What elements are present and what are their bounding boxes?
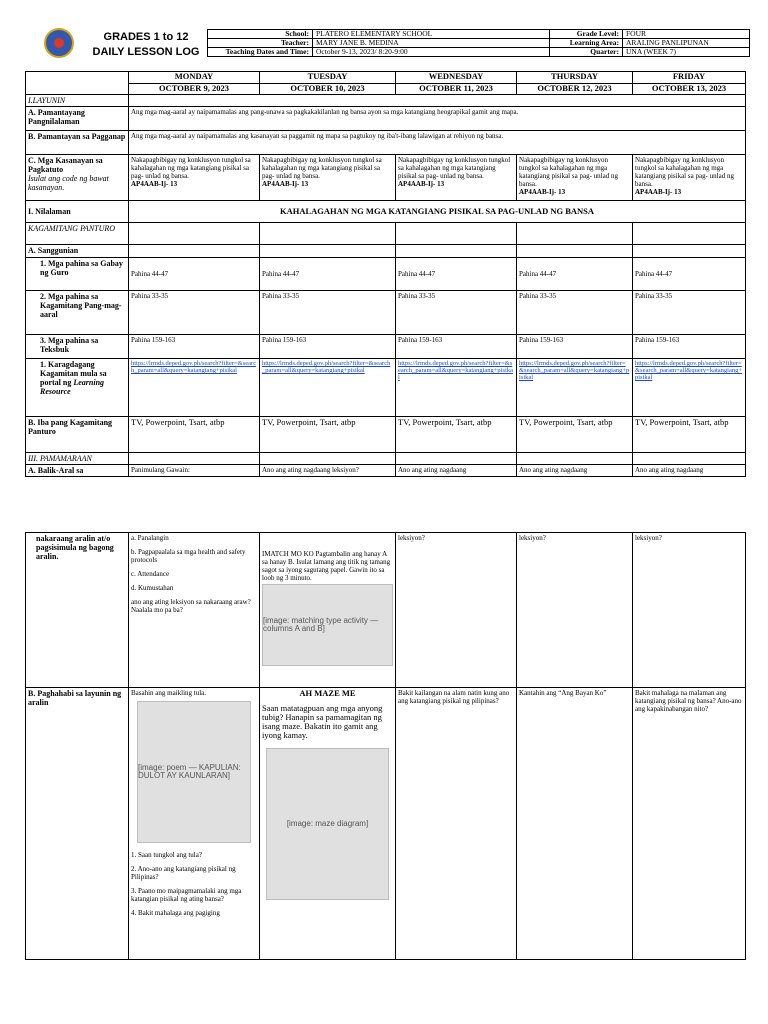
karagdagang-label: 1. Karagdagang Kagamitan mula sa portal ng xyxy=(40,360,107,387)
date-tuesday: OCTOBER 10, 2023 xyxy=(260,84,396,95)
poem-image xyxy=(137,701,251,843)
nilalaman-text: KAHALAGAHAN NG MGA KATANGIANG PISIKAL SA PAG-UNLAD NG BANSA xyxy=(129,201,746,223)
balik-mon: Panimulang Gawain: xyxy=(129,465,260,477)
balik-aral-cont-label: nakaraang aralin at/o pagsisimula ng bagong aralin. xyxy=(26,533,129,688)
lesson-grid-page2 xyxy=(25,532,746,960)
grade-value: FOUR xyxy=(623,30,750,39)
kasanayan-text: Nakapagbibigay ng konklusyon tungkol sa kahalagahan ng mga katangiang pisikal sa pag- unlad ng bansa. xyxy=(519,156,618,188)
mon-item: b. Pagpapaalala sa mga health and safety protocols xyxy=(131,548,246,564)
grade-label: Grade Level: xyxy=(550,30,623,39)
balik-tue: Ano ang ating nagdaang leksiyon? xyxy=(260,465,396,477)
gabay-label: 1. Mga pahina sa Gabay ng Guro xyxy=(26,258,129,291)
balik-thu: Ano ang ating nagdaang xyxy=(517,465,633,477)
iba-mon: TV, Powerpoint, Tsart, atbp xyxy=(129,417,260,453)
kasanayan-text: Nakapagbibigay ng konklusyon tungkol sa kahalagahan ng mga katangiang pisikal sa pag- unlad ng bansa. xyxy=(131,156,251,180)
quarter-label: Quarter: xyxy=(550,48,623,57)
karagdagang-cell xyxy=(26,359,129,417)
iba-wed: TV, Powerpoint, Tsart, atbp xyxy=(396,417,517,453)
mon-item: a. Panalangin xyxy=(131,534,169,542)
maze-image xyxy=(266,748,389,900)
kasanayan-note: Isulat ang code ng bawat kasanayan. xyxy=(28,174,109,192)
question-item: 2. Ano-ano ang katangiang pisikal ng Pilipinas? xyxy=(131,865,236,881)
date-thursday: OCTOBER 12, 2023 xyxy=(517,84,633,95)
kagamitan-label: 2. Mga pahina sa Kagamitang Pang-mag-aaral xyxy=(26,291,129,335)
date-friday: OCTOBER 13, 2023 xyxy=(633,84,746,95)
school-value: PLATERO ELEMENTARY SCHOOL xyxy=(313,30,550,39)
day-wednesday: WEDNESDAY xyxy=(396,72,517,84)
balik-aral-label: A. Balik-Aral sa xyxy=(26,465,129,477)
quarter-value: UNA (WEEK 7) xyxy=(623,48,750,57)
resource-link-mon[interactable]: https://lrmds.deped.gov.ph/search?filter=&search_param=all&query=katangiang+pisikal xyxy=(129,359,260,417)
matching-image-label: [image: matching type activity — columns A and B] xyxy=(263,616,379,633)
maze-title: AH MAZE ME xyxy=(299,688,356,698)
karagdagang-italic: Learning Resource xyxy=(40,378,105,396)
teacher-label: Teacher: xyxy=(208,39,313,48)
kasanayan-text: Nakapagbibigay ng konklusyon tungkol sa kahalagahan ng mga katangiang pisikal sa pag- unlad ng bansa. xyxy=(635,156,734,188)
question-item: 1. Saan tungkol ang tula? xyxy=(131,851,202,859)
kasanayan-thu xyxy=(517,155,633,201)
iba-label: B. Iba pang Kagamitang Panturo xyxy=(26,417,129,453)
resource-link-tue[interactable]: https://lrmds.deped.gov.ph/search?filter=&search_param=all&query=katangiang+pisikal xyxy=(260,359,396,417)
pamantayang-text: Ang mga mag-aaral ay naipamamalas ang pang-unawa sa pagkakakilanlan ng bansa ayon sa mga katangiang heograpikal gamit ang mapa. xyxy=(129,107,746,131)
paghahabi-fri: Bakit mahalaga na malaman ang katangiang pisikal ng bansa? Ano-ano ang kapakinabangan nito? xyxy=(633,688,746,960)
matching-image xyxy=(262,584,393,666)
date-wednesday: OCTOBER 11, 2023 xyxy=(396,84,517,95)
mon-item: d. Kumustahan xyxy=(131,584,174,592)
deped-seal-logo xyxy=(44,28,74,58)
area-value: ARALING PANLIPUNAN xyxy=(623,39,750,48)
gabay-tue: Pahina 44-47 xyxy=(260,258,396,291)
question-item: 3. Paano mo maipagmamalaki ang mga katangian pisikal ng ating bansa? xyxy=(131,887,242,903)
gabay-thu: Pahina 44-47 xyxy=(517,258,633,291)
pagganap-text: Ang mga mag-aaral ay naipamamalas ang kasanayan sa paggamit ng mapa sa pagtukoy ng iba't-ibang lalawigan at rehiyon ng bansa. xyxy=(129,131,746,155)
header-grades: GRADES 1 to 12 xyxy=(103,31,189,43)
question-item: 4. Bakit mahalaga ang pagiging xyxy=(131,909,220,917)
maze-instructions: Saan matatagpuan ang mga anyong tubig? Hanapin sa pamamagitan ng isang maze. Bakatin ito gamit ang iyong kamay. xyxy=(262,703,383,740)
sanggunian-label: A. Sanggunian xyxy=(26,245,129,258)
teksbuk-label: 3. Mga pahina sa Teksbuk xyxy=(26,335,129,359)
teksbuk-mon: Pahina 159-163 xyxy=(129,335,260,359)
maze-image-label: [image: maze diagram] xyxy=(286,819,369,828)
mon-item: ano ang ating leksiyon sa nakaraang araw? Naalala mo pa ba? xyxy=(131,598,251,614)
resource-link-thu[interactable]: https://lrmds.deped.gov.ph/search?filter=&search_param=all&query=katangiang+pisikal xyxy=(517,359,633,417)
gabay-wed: Pahina 44-47 xyxy=(396,258,517,291)
nilalaman-label: I. Nilalaman xyxy=(26,201,129,223)
balik-fri-cont: leksiyon? xyxy=(633,533,746,688)
area-label: Learning Area: xyxy=(550,39,623,48)
kasanayan-label: C. Mga Kasanayan sa Pagkatuto xyxy=(28,156,103,174)
balik-wed-cont: leksiyon? xyxy=(396,533,517,688)
teksbuk-tue: Pahina 159-163 xyxy=(260,335,396,359)
paghahabi-mon xyxy=(129,688,260,960)
balik-wed: Ano ang ating nagdaang xyxy=(396,465,517,477)
resource-link-wed[interactable]: https://lrmds.deped.gov.ph/search?filter=&search_param=all&query=katangiang+pisikal xyxy=(396,359,517,417)
kasanayan-code: AP4AAB-Ij- 13 xyxy=(635,188,682,196)
paghahabi-tue xyxy=(260,688,396,960)
teksbuk-wed: Pahina 159-163 xyxy=(396,335,517,359)
header-doc-title: DAILY LESSON LOG xyxy=(92,46,200,58)
pagganap-label: B. Pamantayan sa Pagganap xyxy=(26,131,129,155)
layunin-heading: I.LAYUNIN xyxy=(26,95,129,107)
paghahabi-wed: Bakit kailangan na alam natin kung ano ang katangiang pisikal ng pilipinas? xyxy=(396,688,517,960)
pamantayang-label: A. Pamantayang Pangnilalaman xyxy=(26,107,129,131)
kasanayan-code: AP4AAB-Ij- 13 xyxy=(262,180,309,188)
pamamaraan-heading: III. PAMAMARAAN xyxy=(26,453,129,465)
lesson-grid-page1 xyxy=(25,71,746,477)
day-thursday: THURSDAY xyxy=(517,72,633,84)
balik-fri: Ano ang ating nagdaang xyxy=(633,465,746,477)
kasanayan-text: Nakapagbibigay ng konklusyon tungkol sa kahalagahan ng mga katangiang pisikal sa pag- unlad ng bansa. xyxy=(398,156,511,180)
info-table xyxy=(207,29,750,57)
kasanayan-mon xyxy=(129,155,260,201)
kagamitan-mon: Pahina 33-35 xyxy=(129,291,260,335)
teksbuk-fri: Pahina 159-163 xyxy=(633,335,746,359)
kasanayan-wed xyxy=(396,155,517,201)
school-label: School: xyxy=(208,30,313,39)
balik-tue-activity xyxy=(260,533,396,688)
teksbuk-thu: Pahina 159-163 xyxy=(517,335,633,359)
dates-value: October 9-13, 2023/ 8:20-9:00 xyxy=(313,48,550,57)
kasanayan-code: AP4AAB-Ij- 13 xyxy=(519,188,566,196)
kasanayan-text: Nakapagbibigay ng konklusyon tungkol sa kahalagahan ng mga katangiang pisikal sa pag- unlad ng bansa. xyxy=(262,156,382,180)
paghahabi-label: B. Paghahabi sa layunin ng aralin xyxy=(26,688,129,960)
resource-link-fri[interactable]: https://lrmds.deped.gov.ph/search?filter=&search_param=all&query=katangiang+pisikal xyxy=(633,359,746,417)
kagamitan-thu: Pahina 33-35 xyxy=(517,291,633,335)
kasanayan-tue xyxy=(260,155,396,201)
iba-thu: TV, Powerpoint, Tsart, atbp xyxy=(517,417,633,453)
kagamitan-tue: Pahina 33-35 xyxy=(260,291,396,335)
kagamitan-fri: Pahina 33-35 xyxy=(633,291,746,335)
teacher-value: MARY JANE B. MEDINA xyxy=(313,39,550,48)
day-tuesday: TUESDAY xyxy=(260,72,396,84)
balik-mon-list xyxy=(129,533,260,688)
day-friday: FRIDAY xyxy=(633,72,746,84)
balik-thu-cont: leksiyon? xyxy=(517,533,633,688)
date-monday: OCTOBER 9, 2023 xyxy=(129,84,260,95)
day-monday: MONDAY xyxy=(129,72,260,84)
paghahabi-thu: Kantahin ang “Ang Bayan Ko” xyxy=(517,688,633,960)
kagamitang-heading: KAGAMITANG PANTURO xyxy=(26,223,129,245)
gabay-fri: Pahina 44-47 xyxy=(633,258,746,291)
match-instructions: IMATCH MO KO Pagtambalin ang hanay A sa hanay B. Isulat lamang ang titik ng tamang sagot sa iyong sagutang papel. Gawin ito sa loob ng 3 minuto. xyxy=(262,550,391,582)
dates-label: Teaching Dates and Time: xyxy=(208,48,313,57)
corner-cell xyxy=(26,72,129,95)
kagamitan-wed: Pahina 33-35 xyxy=(396,291,517,335)
iba-tue: TV, Powerpoint, Tsart, atbp xyxy=(260,417,396,453)
iba-fri: TV, Powerpoint, Tsart, atbp xyxy=(633,417,746,453)
gabay-mon: Pahina 44-47 xyxy=(129,258,260,291)
poem-image-label: [image: poem — KAPULIAN: DULOT AY KAUNLARAN] xyxy=(138,763,241,780)
kasanayan-code: AP4AAB-Ij- 13 xyxy=(398,180,445,188)
kasanayan-cell xyxy=(26,155,129,201)
kasanayan-code: AP4AAB-Ij- 13 xyxy=(131,180,178,188)
kasanayan-fri xyxy=(633,155,746,201)
mon-item: c. Attendance xyxy=(131,570,170,578)
read-poem-instruction: Basahin ang maikling tula. xyxy=(131,689,207,697)
